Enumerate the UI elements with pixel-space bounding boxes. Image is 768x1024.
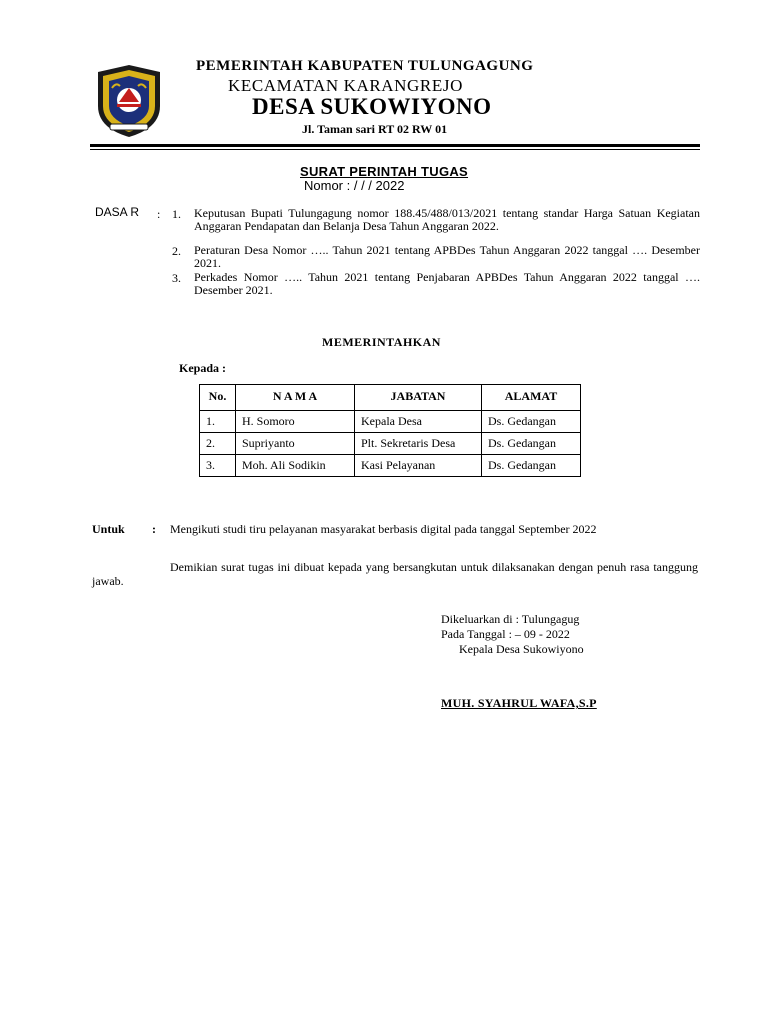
signature-block [441,612,584,657]
column-header-nama: N A M A [236,385,355,411]
header-village: DESA SUKOWIYONO [252,94,492,119]
untuk-colon: : [152,522,156,536]
document-title: SURAT PERINTAH TUGAS [300,164,469,179]
issued-place: Dikeluarkan di : Tulungagug [441,612,580,626]
dasar-label: DASA R [95,205,140,219]
table-row [200,411,581,433]
cell-jabatan: Plt. Sekretaris Desa [355,433,482,455]
cell-no: 3. [200,455,236,477]
dasar-item-number: 1. [172,207,181,221]
signer-name: MUH. SYAHRUL WAFA,S.P [441,696,597,710]
cell-alamat: Ds. Gedangan [482,433,581,455]
cell-alamat: Ds. Gedangan [482,411,581,433]
regency-logo [90,62,168,140]
dasar-item-text: Perkades Nomor ….. Tahun 2021 tentang Penjabaran APBDes Tahun Anggaran 2022 tanggal …. Desember 2021. [194,270,700,297]
untuk-text: Mengikuti studi tiru pelayanan masyarakat berbasis digital pada tanggal September 2022 [170,522,597,536]
header-address: Jl. Taman sari RT 02 RW 01 [302,122,448,136]
column-header-jabatan: JABATAN [355,385,482,411]
untuk-label: Untuk [92,522,125,536]
cell-nama: H. Somoro [236,411,355,433]
table-row [200,455,581,477]
staff-table [199,384,581,477]
document-number: Nomor : / / / 2022 [304,178,405,193]
issued-date: Pada Tanggal : – 09 - 2022 [441,627,570,641]
dasar-item-text: Keputusan Bupati Tulungagung nomor 188.45/488/013/2021 tentang standar Harga Satuan Kegiatan Anggaran Pendapatan dan Belanja Desa Tahun Anggaran 2022. [194,206,700,233]
cell-nama: Moh. Ali Sodikin [236,455,355,477]
section-heading: MEMERINTAHKAN [322,335,441,349]
dasar-item-number: 2. [172,244,181,258]
cell-nama: Supriyanto [236,433,355,455]
header-district: KECAMATAN KARANGREJO [228,76,463,95]
cell-no: 2. [200,433,236,455]
closing-paragraph: Demikian surat tugas ini dibuat kepada yang bersangkutan untuk dilaksanakan dengan penuh rasa tanggung jawab. [92,560,698,588]
cell-alamat: Ds. Gedangan [482,455,581,477]
cell-jabatan: Kepala Desa [355,411,482,433]
column-header-alamat: ALAMAT [482,385,581,411]
cell-no: 1. [200,411,236,433]
header-rule-thin [90,149,700,150]
cell-jabatan: Kasi Pelayanan [355,455,482,477]
dasar-item-text: Peraturan Desa Nomor ….. Tahun 2021 tentang APBDes Tahun Anggaran 2022 tanggal …. Desember 2021. [194,243,700,270]
signer-title: Kepala Desa Sukowiyono [459,642,584,656]
dasar-colon: : [157,207,161,221]
column-header-no: No. [200,385,236,411]
regency-emblem-icon [90,62,168,140]
table-header-row [200,385,581,411]
dasar-item-number: 3. [172,271,181,285]
kepada-label: Kepada : [179,361,227,375]
header-rule-thick [90,144,700,147]
table-row [200,433,581,455]
header-government: PEMERINTAH KABUPATEN TULUNGAGUNG [196,58,534,74]
